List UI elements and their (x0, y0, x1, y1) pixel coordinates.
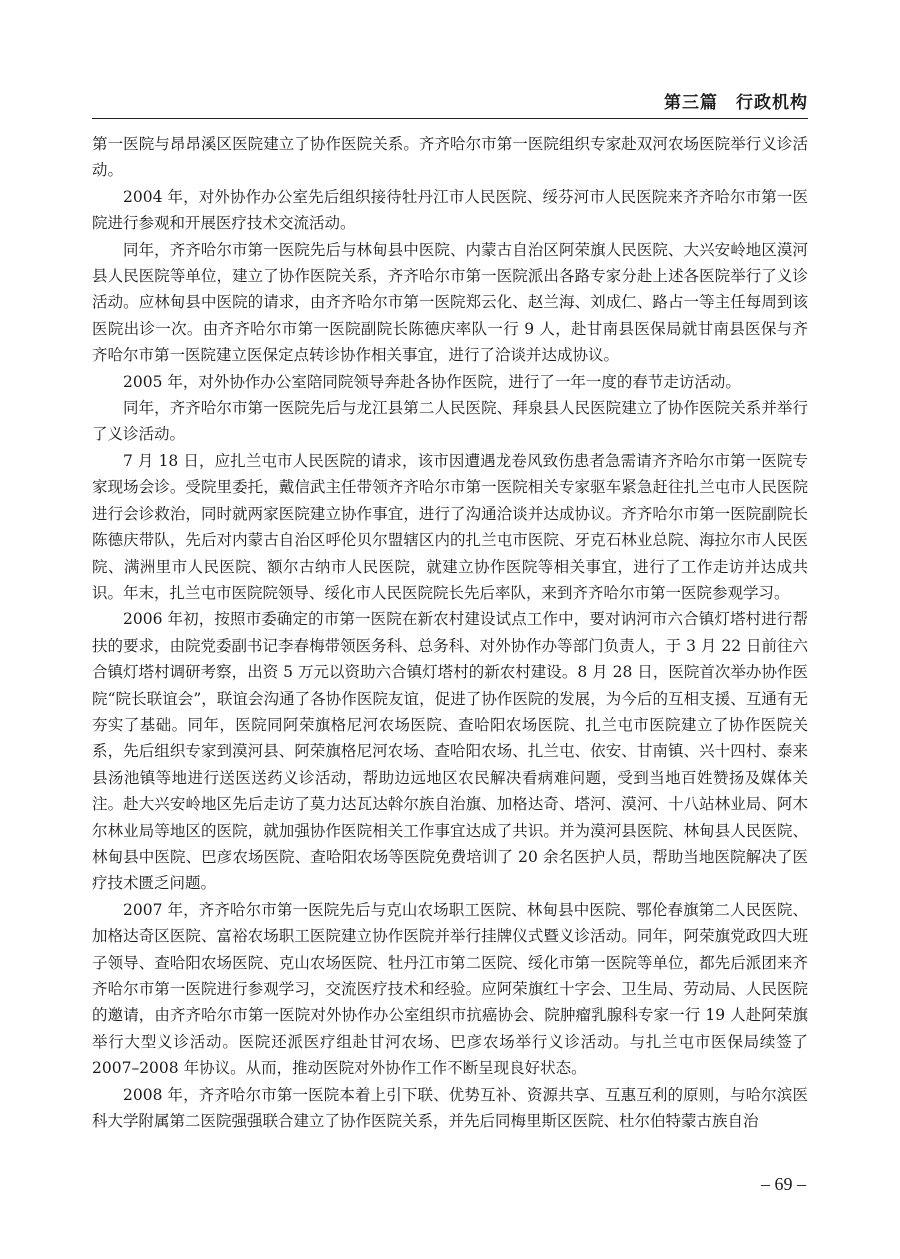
paragraph: 2005 年，对外协作办公室陪同院领导奔赴各协作医院，进行了一年一度的春节走访活动。 (123, 372, 741, 391)
header-rule (92, 118, 808, 119)
paragraph: 2004 年，对外协作办公室先后组织接待牡丹江市人民医院、绥芬河市人民医院来齐齐哈尔市第一医院进行参观和开展医疗技术交流活动。 (92, 187, 808, 233)
paragraph: 2007 年，齐齐哈尔市第一医院先后与克山农场职工医院、林甸县中医院、鄂伦春旗第二人民医院、加格达奇区医院、富裕农场职工医院建立协作医院并举行挂牌仪式暨义诊活动。同年，阿荣旗党政四大班子领导、查哈阳农场医院、克山农场医院、牡丹江市第二医院、绥化市第一医院等单位，都先后派团来齐齐哈尔市第一医院进行参观学习，交流医疗技术和经验。应阿荣旗红十字会、卫生局、劳动局、人民医院的邀请，由齐齐哈尔市第一医院对外协作办公室组织市抗癌协会、院肿瘤乳腺科专家一行 19 人赴阿荣旗举行大型义诊活动。医院还派医疗组赴甘河农场、巴彦农场举行义诊活动。与扎兰屯市医保局续签了 2007–2008 年协议。从而，推动医院对外协作工作不断呈现良好状态。 (92, 900, 808, 1078)
paragraph: 2006 年初，按照市委确定的市第一医院在新农村建设试点工作中，要对讷河市六合镇灯塔村进行帮扶的要求，由院党委副书记李春梅带领医务科、总务科、对外协作办等部门负责人，于 3 月 22 日前往六合镇灯塔村调研考察，出资 5 万元以资助六合镇灯塔村的新农村建设。8 月 28 日，医院首次举办协作医院“院长联谊会”，联谊会沟通了各协作医院友谊，促进了协作医院的发展，为今后的互相支援、互通有无夯实了基础。同年，医院同阿荣旗格尼河农场医院、查哈阳农场医院、扎兰屯市医院建立了协作医院关系，先后组织专家到漠河县、阿荣旗格尼河农场、查哈阳农场、扎兰屯、依安、甘南镇、兴十四村、泰来县汤池镇等地进行送医送药义诊活动，帮助边远地区农民解决看病难问题，受到当地百姓赞扬及媒体关注。赴大兴安岭地区先后走访了莫力达瓦达斡尔族自治旗、加格达奇、塔河、漠河、十八站林业局、阿木尔林业局等地区的医院，就加强协作医院相关工作事宜达成了共识。并为漠河县医院、林甸县人民医院、林甸县中医院、巴彦农场医院、查哈阳农场等医院免费培训了 20 余名医护人员，帮助当地医院解决了医疗技术匮乏问题。 (92, 610, 808, 893)
running-header: 第三篇 行政机构 (664, 93, 808, 113)
paragraph: 同年，齐齐哈尔市第一医院先后与龙江县第二人民医院、拜泉县人民医院建立了协作医院关系并举行了义诊活动。 (92, 399, 808, 444)
paragraph: 7 月 18 日，应扎兰屯市人民医院的请求，该市因遭遇龙卷风致伤患者急需请齐齐哈尔市第一医院专家现场会诊。受院里委托，戴信武主任带领齐齐哈尔市第一医院相关专家驱车紧急赶往扎兰屯市人民医院进行会诊救治，同时就两家医院建立协作事宜，进行了沟通洽谈并达成协议。齐齐哈尔市第一医院副院长陈德庆带队，先后对内蒙古自治区呼伦贝尔盟辖区内的扎兰屯市医院、牙克石林业总院、海拉尔市人民医院、满洲里市人民医院、额尔古纳市人民医院，就建立协作医院等相关事宜，进行了工作走访并达成共识。年末，扎兰屯市医院院领导、绥化市人民医院院长先后率队，来到齐齐哈尔市第一医院参观学习。 (92, 451, 808, 602)
paragraph: 2008 年，齐齐哈尔市第一医院本着上引下联、优势互补、资源共享、互惠互利的原则，与哈尔滨医科大学附属第二医院强强联合建立了协作医院关系，并先后同梅里斯区医院、杜尔伯特蒙古族自治 (92, 1085, 808, 1131)
paragraph: 第一医院与昂昂溪区医院建立了协作医院关系。齐齐哈尔市第一医院组织专家赴双河农场医院举行义诊活动。 (92, 135, 808, 180)
paragraph: 同年，齐齐哈尔市第一医院先后与林甸县中医院、内蒙古自治区阿荣旗人民医院、大兴安岭地区漠河县人民医院等单位，建立了协作医院关系，齐齐哈尔市第一医院派出各路专家分赴上述各医院举行了义诊活动。应林甸县中医院的请求，由齐齐哈尔市第一医院郑云化、赵兰海、刘成仁、路占一等主任每周到该医院出诊一次。由齐齐哈尔市第一医院副院长陈德庆率队一行 9 人，赴甘南县医保局就甘南县医保与齐齐哈尔市第一医院建立医保定点转诊协作相关事宜，进行了洽谈并达成协议。 (92, 240, 808, 365)
body-text (92, 131, 808, 1134)
page-number: – 69 – (761, 1174, 806, 1194)
